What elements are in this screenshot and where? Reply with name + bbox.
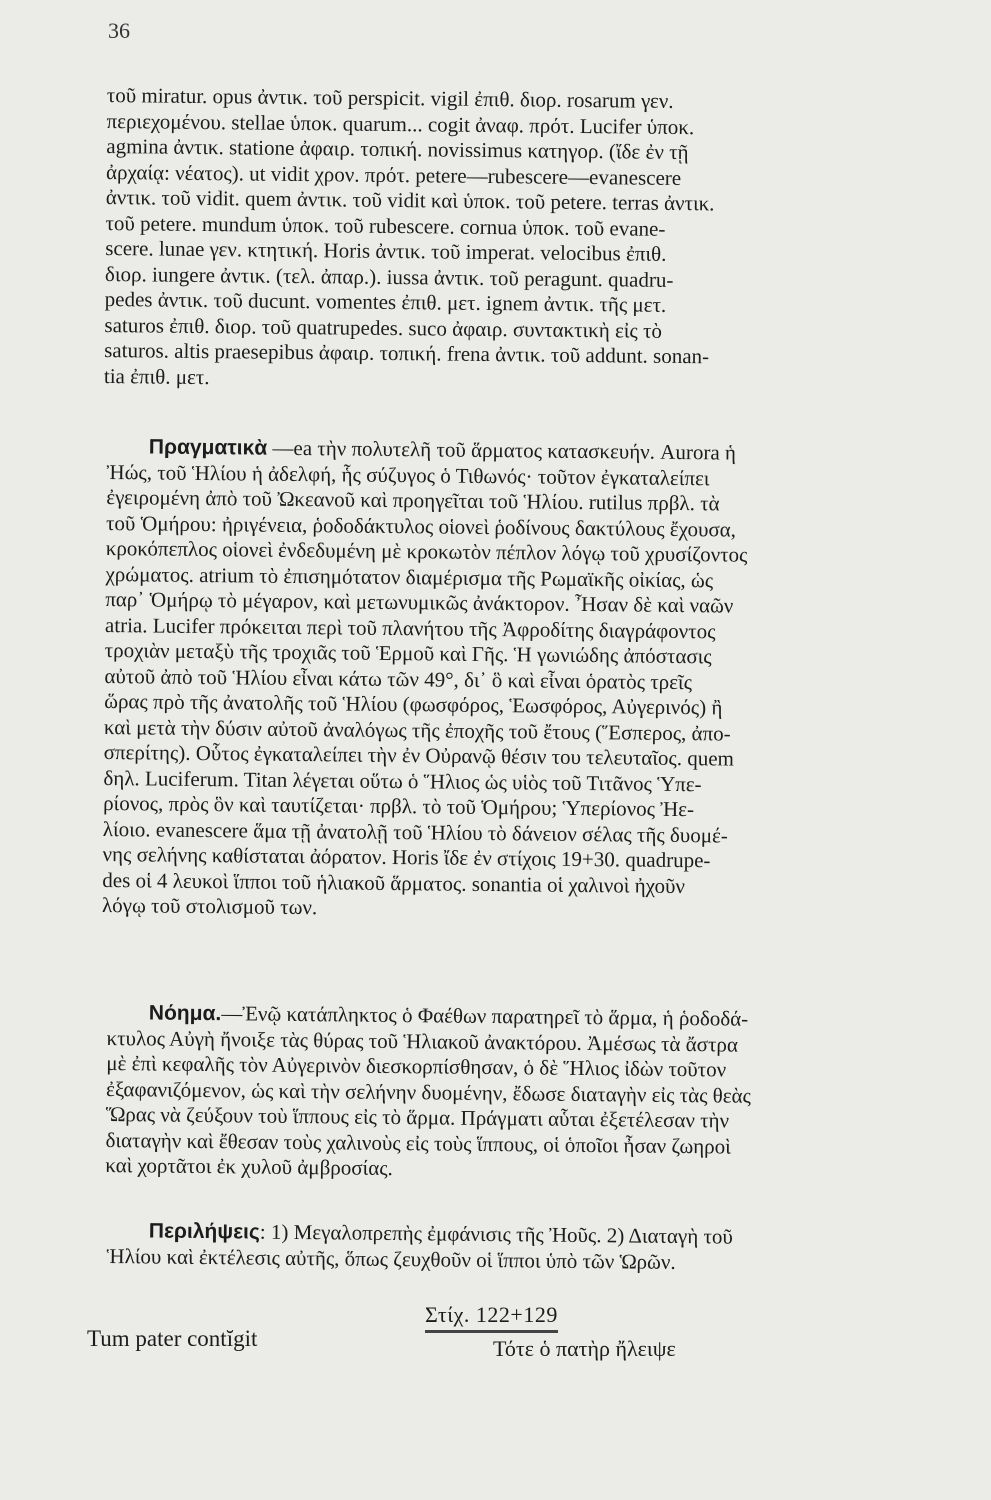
pragmatika-line: αὐτοῦ ἀπὸ τοῦ Ἡλίου εἶναι κάτω τῶν 49°, δι᾽ ὃ καὶ εἶναι ὁρατὸς τρεῖς	[104, 663, 693, 694]
pragmatika-heading: Πραγματικὰ	[148, 435, 268, 460]
pragmatika-line: des οἱ 4 λευκοὶ ἵπποι τοῦ ἡλιακοῦ ἅρματος. sonantia οἱ χαλινοὶ ἠχοῦν	[102, 867, 686, 898]
glossary-line: scere. lunae γεν. κτητική. Horis ἀντικ. τοῦ imperat. velocibus ἐπιθ.	[105, 235, 667, 266]
pragmatika-line: ὥρας πρὸ τῆς ἀνατολῆς τοῦ Ἡλίου (φωσφόρος, Ἑωσφόρος, Αὐγερινός) ἢ	[104, 688, 723, 720]
glossary-line: διορ. iungere ἀντικ. (τελ. ἀπαρ.). iussa ἀντικ. τοῦ peragunt. quadru-	[104, 261, 674, 292]
noima-line: ἐξαφανιζόμενον, ὡς καὶ τὴν σελήνην δυομένην, ἔδωσε διαταγὴν εἰς τὰς θεὰς	[105, 1076, 752, 1108]
greek-translation-incipit: Τότε ὁ πατὴρ ἤλειψε	[493, 1336, 676, 1361]
pragmatika-line: κροκόπεπλος οἱονεὶ ἐνδεδυμένη μὲ κροκωτὸν πέπλον λόγῳ τοῦ χρυσίζοντος	[105, 535, 748, 567]
glossary-line: τοῦ petere. mundum ὑποκ. τοῦ rubescere. cornua ὑποκ. τοῦ evane-	[105, 210, 666, 241]
glossary-line: agmina ἀντικ. statione ἀφαιρ. τοπική. novissimus κατηγορ. (ἴδε ἐν τῇ	[106, 133, 689, 165]
glossary-line: tia ἐπιθ. μετ.	[103, 363, 210, 389]
pragmatika-line: δηλ. Luciferum. Titan λέγεται οὕτω ὁ Ἥλιος ὡς υἱὸς τοῦ Τιτᾶνος Ὑπε-	[103, 765, 702, 796]
glossary-line: ἀντικ. τοῦ vidit. quem ἀντικ. τοῦ vidit καὶ ὑποκ. τοῦ petere. terras ἀντικ.	[105, 184, 715, 216]
noima-line: Ὥρας νὰ ζεύξουν τοὺ ἵππους εἰς τὸ ἅρμα. Πράγματι αὗται ἐξετέλεσαν τὴν	[105, 1101, 730, 1133]
noima-heading: Νόημα.	[148, 1001, 222, 1026]
perilipseis-heading: Περιλήψεις	[148, 1219, 260, 1244]
glossary-line: saturos. altis praesepibus ἀφαιρ. τοπική. frena ἀντικ. τοῦ addunt. sonan-	[104, 337, 710, 369]
glossary-line: ἀρχαίᾳ: νέατος). ut vidit χρον. πρότ. petere—rubescere—evanescere	[105, 159, 682, 190]
perilipseis-line: Ἡλίου καὶ ἐκτέλεσις αὐτῆς, ὅπως ζευχθοῦν οἱ ἵπποι ὑπὸ τῶν Ὡρῶν.	[106, 1243, 676, 1274]
perilipseis-line: : 1) Μεγαλοπρεπὴς ἐμφάνισις τῆς Ἠοῦς. 2) Διαταγὴ τοῦ	[259, 1219, 733, 1249]
pragmatika-line: σπερίτης). Οὗτος ἐγκαταλείπει τὴν ἐν Οὐρανῷ θέσιν του τελευταῖος. quem	[103, 739, 735, 771]
noima-line: καὶ χορτᾶτοι ἐκ χυλοῦ ἀμβροσίας.	[105, 1152, 393, 1181]
noima-line: —Ἐνῷ κατάπληκτος ὁ Φαέθων παρατηρεῖ τὸ ἅρμα, ἡ ῥοδοδά-	[221, 1001, 749, 1031]
pragmatika-line: χρώματος. atrium τὸ ἐπισημότατον διαμέρισμα τῆς Ρωμαϊκῆς οἰκίας, ὡς	[105, 561, 714, 592]
pragmatika-line: καὶ μετὰ τὴν δύσιν αὐτοῦ ἀναλόγως τῆς ἐποχῆς τοῦ ἔτους (Ἕσπερος, ἀπο-	[103, 714, 731, 746]
noima-section	[105, 1000, 963, 1187]
pragmatika-line: ρίονος, πρὸς ὃν καὶ ταυτίζεται· πρβλ. τὸ τοῦ Ὁμήρου; Ὑπερίονος Ἠε-	[103, 790, 695, 822]
perilipseis-section	[106, 1218, 962, 1278]
pragmatika-line: λόγῳ τοῦ στολισμοῦ των.	[101, 892, 318, 920]
pragmatika-line: ἐγειρομένη ἀπὸ τοῦ Ὠκεανοῦ καὶ προηγεῖται τοῦ Ἡλίου. rutilus πρβλ. τὰ	[106, 484, 720, 516]
glossary-line: περιεχομένου. stellae ὑποκ. quarum... cogit ἀναφ. πρότ. Lucifer ὑποκ.	[106, 108, 695, 139]
glossary-line: pedes ἀντικ. τοῦ ducunt. vomentes ἐπιθ. μετ. ignem ἀντικ. τῆς μετ.	[104, 286, 667, 317]
pragmatika-line: λίοιο. evanescere ἅμα τῇ ἀνατολῇ τοῦ Ἡλίου τὸ δάνειον σέλας τῆς δυομέ-	[102, 816, 728, 848]
pragmatika-line: Ἠώς, τοῦ Ἡλίου ἡ ἀδελφή, ἧς σύζυγος ὁ Τιθωνός· τοῦτον ἐγκαταλείπει	[106, 459, 710, 490]
noima-line: μὲ ἐπὶ κεφαλῆς τὸν Αὐγερινὸν διεσκορπίσθησαν, ὁ δὲ Ἥλιος ἰδὼν τοῦτον	[106, 1050, 727, 1082]
glossary-line: saturos ἐπιθ. διορ. τοῦ quatrupedes. suco ἀφαιρ. συντακτικὴ εἰς τὸ	[104, 312, 663, 343]
noima-line: διαταγὴν καὶ ἔθεσαν τοὺς χαλινοὺς εἰς τοὺς ἵππους, οἱ ὁποῖοι ἦσαν ζωηροὶ	[105, 1127, 731, 1159]
pragmatika-line: atria. Lucifer πρόκειται περὶ τοῦ πλανήτου τῆς Ἀφροδίτης διαγράφοντος	[104, 612, 716, 643]
page-number: 36	[108, 18, 130, 43]
noima-line: κτυλος Αὐγὴ ἤνοιξε τὰς θύρας τοῦ Ἡλιακοῦ ἀνακτόρου. Ἀμέσως τὰ ἄστρα	[106, 1025, 739, 1057]
glossary-line: τοῦ miratur. opus ἀντικ. τοῦ perspicit. vigil ἐπιθ. διορ. rosarum γεν.	[106, 83, 674, 113]
pragmatika-line: τοῦ Ὁμήρου: ἠριγένεια, ῥοδοδάκτυλος οἱονεὶ ῥοδίνους δακτύλους ἔχουσα,	[105, 510, 737, 542]
pragmatika-line: —ea τὴν πολυτελῆ τοῦ ἅρματος κατασκευήν. Aurora ἡ	[272, 435, 737, 465]
pragmatika-line: νης σελήνης καθίσταται ἀόρατον. Horis ἴδε ἐν στίχοις 19+30. quadrupe-	[102, 841, 711, 873]
latin-verse-incipit: Tum pater contĭgit	[87, 1326, 258, 1351]
verse-section-heading: Στίχ. 122+129	[425, 1302, 558, 1333]
glossary-paragraph	[104, 83, 963, 398]
pragmatika-line: παρ᾽ Ὁμήρῳ τὸ μέγαρον, καὶ μετωνυμικῶς ἀνάκτορον. Ἦσαν δὲ καὶ ναῶν	[105, 586, 734, 618]
pragmatika-line: τροχιὰν μεταξὺ τῆς τροχιᾶς τοῦ Ἑρμοῦ καὶ Γῆς. Ἡ γωνιώδης ἀπόστασις	[104, 637, 712, 669]
pragmatika-section	[102, 434, 963, 927]
